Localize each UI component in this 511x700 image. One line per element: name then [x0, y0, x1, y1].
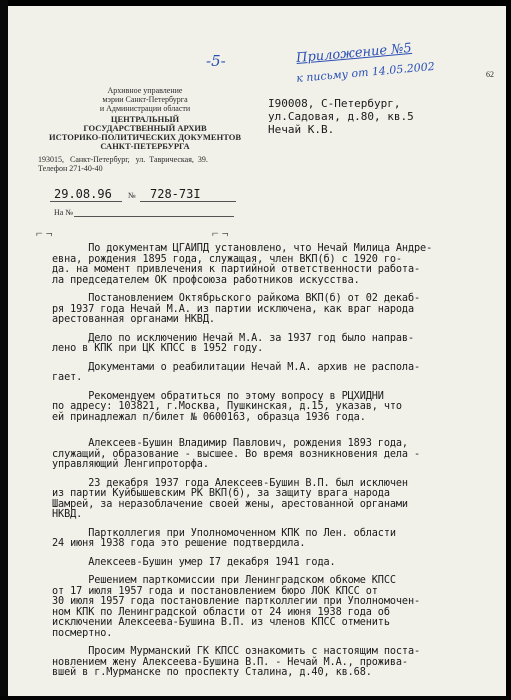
bracket-right: ⌐ ¬	[212, 226, 229, 240]
body-line	[52, 423, 432, 431]
date-underline	[50, 201, 122, 202]
bracket-left: ⌐ ¬	[36, 226, 53, 240]
body-line: из партии Куйбышевским РК ВКП(б), за защиту врага народа	[52, 488, 390, 499]
body-line: 24 июня 1938 года это решение подтвердила.	[52, 538, 306, 549]
body-line: ла председателем ОК профсоюза работников искусства.	[52, 274, 360, 286]
number-sign: №	[128, 191, 136, 200]
body-line: от 17 июля 1957 года и постановлением бюро ЛОК КПСС от	[52, 585, 378, 597]
body-line: Просим Мурманский ГК КПСС ознакомить с настоящим поста-	[52, 646, 421, 657]
body-line: Партколлегия при Уполномоченном КПК по Лен. области	[52, 527, 396, 539]
body-line: лено в КПК при ЦК КПСС в 1952 году.	[52, 343, 264, 354]
body-line: 30 июля 1957 года постановление партколлегии при Уполномочен-	[52, 596, 421, 607]
body-line: посмертно.	[52, 627, 113, 639]
page-mark-handwritten: -5-	[206, 52, 226, 70]
recipient-line-2: ул.Садовая, д.80, кв.5	[268, 110, 414, 123]
letterhead-admin-2: мэрии Санкт-Петербурга	[102, 95, 188, 104]
body-line: Постановлением Октябрьского райкома ВКП(б) от 02 декаб-	[52, 293, 421, 304]
corner-page-number: 62	[486, 70, 494, 79]
body-line: управляющий Ленгипроторфа.	[52, 459, 209, 470]
body-line: по адресу: 103821, г.Москва, Пушкинская, д.15, указав, что	[52, 401, 402, 412]
reference-label: На №	[54, 208, 73, 217]
body-line: арестованная органами НКВД.	[52, 314, 215, 325]
letter-body	[52, 244, 432, 679]
letterhead-archive-4: САНКТ-ПЕТЕРБУРГА	[100, 141, 190, 151]
letter-date: 29.08.96	[54, 187, 112, 201]
letterhead-phone: Телефон 271-40-40	[38, 164, 103, 173]
body-line: новлением жену Алексеева-Бушина В.П. - Нечай М.А., прожива-	[52, 656, 408, 668]
scan-edge-left	[0, 0, 8, 700]
recipient-line-1: I90008, С-Петербург,	[268, 97, 401, 110]
body-line: Рекомендуем обратиться по этому вопросу в РЦХИДНИ	[52, 390, 384, 402]
body-line: По документам ЦГАИПД установлено, что Нечай Милица Андре-	[52, 243, 433, 254]
body-line: 23 декабря 1937 года Алексеев-Бушин В.П. был исключен	[52, 477, 408, 489]
body-line: исключении Алексеева-Бушина В.П. из членов КПСС отменить	[52, 617, 390, 628]
letterhead-archive-2: ГОСУДАРСТВЕННЫЙ АРХИВ	[83, 123, 207, 133]
reference-underline	[74, 216, 234, 217]
number-underline	[140, 201, 236, 202]
body-line: Дело по исключению Нечай М.А. за 1937 год было направ-	[52, 332, 415, 344]
scan-edge-bottom	[0, 696, 511, 700]
body-line: Документами о реабилитации Нечай М.А. архив не распола-	[52, 361, 421, 373]
recipient-line-3: Нечай К.В.	[268, 123, 335, 136]
letterhead-admin-3: и Администрации области	[99, 104, 191, 113]
body-line: ря 1937 года Нечай М.А. из партии исключена, как враг народа	[52, 303, 415, 315]
body-line: ном КПК по Ленинградской области от 24 июня 1938 года об	[52, 606, 390, 618]
body-line: евна, рождения 1895 года, служащая, член ВКП(б) с 1920 го-	[52, 253, 402, 265]
body-line: Решением парткомиссии при Ленинградском обкоме КПСС	[52, 575, 396, 586]
body-line: служащий, образование - высшее. Во время возникновения дела -	[52, 448, 421, 460]
body-line: Шамрей, за неразоблачение своей жены, арестованной органами	[52, 498, 408, 510]
letterhead-archive-1: ЦЕНТРАЛЬНЫЙ	[110, 114, 180, 124]
body-line: гает.	[52, 372, 83, 383]
attachment-note-line1: Приложение №5	[295, 40, 413, 67]
letterhead-address: 193015, Санкт-Петербург, ул. Таврическая, 39.	[38, 155, 208, 164]
body-line: НКВД.	[52, 509, 83, 520]
body-line: Алексеев-Бушин Владимир Павлович, рождения 1893 года,	[52, 438, 408, 449]
body-line: Алексеев-Бушин умер I7 декабря 1941 года.	[52, 556, 336, 568]
body-line: да. на момент привлечения к партийной ответственности работа-	[52, 264, 421, 275]
attachment-note-line2: к письму от 14.05.2002	[295, 59, 436, 86]
body-line: вшей в г.Мурманске по проспекту Сталина, д.40, кв.68.	[52, 667, 372, 678]
letterhead-archive-3: ИСТОРИКО-ПОЛИТИЧЕСКИХ ДОКУМЕНТОВ	[48, 132, 242, 142]
body-line: ей принадлежал п/билет № 0600163, образца 1936 года.	[52, 411, 366, 423]
letterhead-admin-1: Архивное управление	[107, 86, 183, 95]
letter-number: 728-73I	[150, 187, 201, 201]
